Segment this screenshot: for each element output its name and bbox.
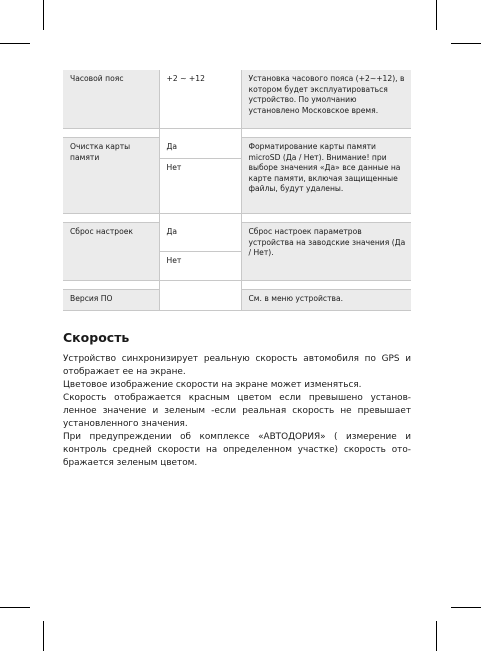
- setting-name: Сброс настроек: [63, 223, 159, 281]
- paragraph: Скорость отображается красным цветом если превышено установ-ленное значение и зеленым -если реальная скорость не превышает установленного значения.: [63, 393, 411, 429]
- setting-value: Нет: [159, 159, 241, 214]
- setting-description: Установка часового пояса (+2~+12), в котором будет эксплуатироваться устройство. По умолчанию установлено Московское время.: [241, 70, 411, 129]
- table-row: [63, 223, 411, 252]
- crop-mark: [0, 607, 30, 608]
- paragraph: Устройство синхронизирует реальную скорость автомобиля по GPS и отображает ее на экране.: [63, 354, 411, 377]
- setting-value: [159, 289, 241, 311]
- paragraph: Цветовое изображение скорости на экране может изменяться.: [63, 380, 362, 390]
- setting-description: См. в меню устройства.: [241, 289, 411, 311]
- crop-mark: [436, 621, 437, 651]
- section-title: Скорость: [63, 330, 130, 345]
- crop-mark: [43, 621, 44, 651]
- setting-name: Часовой пояс: [63, 70, 159, 129]
- table-spacer: [63, 129, 411, 138]
- crop-mark: [0, 43, 30, 44]
- crop-mark: [451, 607, 481, 608]
- setting-value: Нет: [159, 251, 241, 280]
- paragraph: При предупреждении об комплексе «АВТОДОРИЯ» ( измерение и контроль средней скорости на определенном участке) скорость ото-бражается зеленым цветом.: [63, 432, 411, 468]
- table-spacer: [63, 214, 411, 223]
- setting-name: Версия ПО: [63, 289, 159, 311]
- setting-value: +2 ~ +12: [159, 70, 241, 129]
- setting-description: Форматирование карты памяти microSD (Да / Нет). Внимание! при выборе значения «Да» все данные на карте памяти, включая защищенные файлы, будут удалены.: [241, 138, 411, 214]
- table-spacer: [63, 280, 411, 289]
- crop-mark: [451, 43, 481, 44]
- setting-name: Очистка карты памяти: [63, 138, 159, 214]
- settings-table: [63, 70, 411, 311]
- table-row: [63, 70, 411, 129]
- section-body: [63, 353, 411, 470]
- setting-description: Сброс настроек параметров устройства на заводские значения (Да / Нет).: [241, 223, 411, 281]
- crop-mark: [43, 0, 44, 30]
- crop-mark: [436, 0, 437, 30]
- setting-value: Да: [159, 138, 241, 159]
- table-row: [63, 289, 411, 311]
- table-row: [63, 138, 411, 159]
- setting-value: Да: [159, 223, 241, 252]
